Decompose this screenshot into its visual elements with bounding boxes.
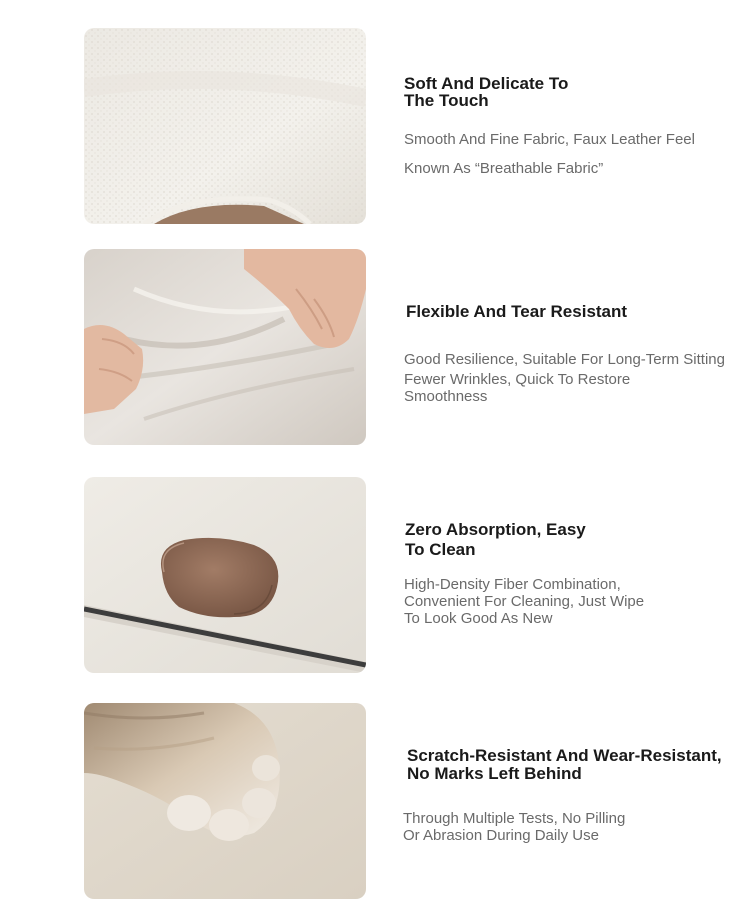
- hands-stretching-fabric-photo: [84, 249, 366, 445]
- feature-scratch-resistant: [0, 690, 750, 923]
- coffee-spill-on-fabric-photo: [84, 477, 366, 673]
- cream-textured-fabric-photo: [84, 28, 366, 224]
- feature-text: [404, 74, 750, 177]
- feature-text: [404, 302, 750, 405]
- cat-paw-on-fabric-photo: [84, 703, 366, 899]
- feature-description-line: Through Multiple Tests, No Pilling Or Abrasion During Daily Use: [403, 810, 626, 844]
- feature-easy-clean: [0, 460, 750, 690]
- feature-title: Scratch-Resistant And Wear-Resistant, No Marks Left Behind: [407, 746, 722, 783]
- feature-title: Flexible And Tear Resistant: [406, 302, 628, 321]
- feature-text: [403, 746, 750, 844]
- feature-soft-touch: [0, 0, 750, 240]
- feature-tear-resistant: [0, 240, 750, 460]
- feature-description-line: Known As “Breathable Fabric”: [404, 160, 604, 177]
- feature-description-line: High-Density Fiber Combination, Convenient For Cleaning, Just Wipe To Look Good As New: [404, 576, 645, 627]
- feature-description-line: Fewer Wrinkles, Quick To Restore Smoothness: [404, 371, 631, 405]
- feature-title: Soft And Delicate To The Touch: [404, 74, 569, 110]
- feature-title: Zero Absorption, Easy To Clean: [405, 520, 586, 559]
- feature-text: [404, 520, 750, 627]
- feature-description-line: Smooth And Fine Fabric, Faux Leather Feel: [404, 131, 695, 148]
- feature-description-line: Good Resilience, Suitable For Long-Term Sitting: [404, 351, 725, 368]
